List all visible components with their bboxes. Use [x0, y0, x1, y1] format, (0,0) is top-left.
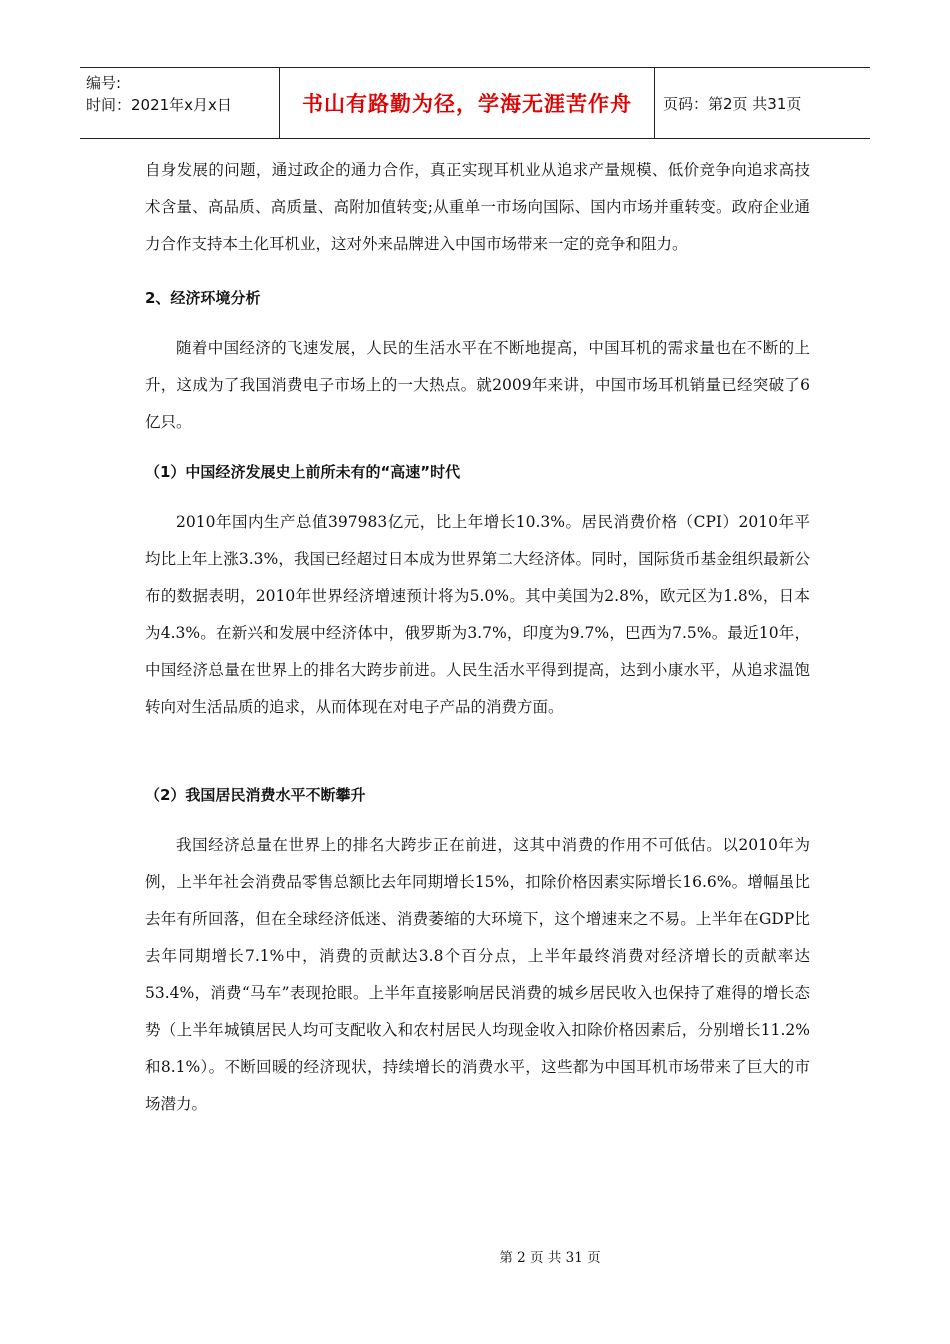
paragraph-economic-overview: 随着中国经济的飞速发展，人民的生活水平在不断地提高，中国耳机的需求量也在不断的上升，这成为了我国消费电子市场上的一大热点。就2009年来讲，中国市场耳机销量已经突破了6亿只。 — [145, 339, 810, 431]
document-time-label: 时间：2021年x月x日 — [86, 96, 232, 114]
section-title-economic-environment: 2、经济环境分析 — [145, 289, 261, 307]
header-motto: 书山有路勤为径，学海无涯苦作舟 — [280, 68, 655, 138]
page-footer — [0, 1246, 950, 1266]
footer-page-number: 第 2 页 共 31 页 — [499, 1250, 601, 1266]
document-body — [145, 152, 810, 1123]
subsection-title-consumption-level: （2）我国居民消费水平不断攀升 — [145, 786, 366, 804]
document-number-label: 编号: — [86, 74, 122, 92]
paragraph-consumption-level: 我国经济总量在世界上的排名大跨步正在前进，这其中消费的作用不可低估。以2010年为例，上半年社会消费品零售总额比去年同期增长15%，扣除价格因素实际增长16.6%。增幅虽比去年有所回落，但在全球经济低迷、消费萎缩的大环境下，这个增速来之不易。上半年在GDP比去年同期增长7.1%中，消费的贡献达3.8个百分点，上半年最终消费对经济增长的贡献率达53.4%，消费“马车”表现抢眼。上半年直接影响居民消费的城乡居民收入也保持了难得的增长态势（上半年城镇居民人均可支配收入和农村居民人均现金收入扣除价格因素后，分别增长11.2%和8.1%）。不断回暖的经济现状，持续增长的消费水平，这些都为中国耳机市场带来了巨大的市场潜力。 — [145, 836, 810, 1113]
header-page-code: 页码：第2页 共31页 — [663, 94, 802, 113]
header-left-cell — [80, 68, 280, 138]
paragraph-high-speed-era: 2010年国内生产总值397983亿元，比上年增长10.3%。居民消费价格（CPI）2010年平均比上年上涨3.3%，我国已经超过日本成为世界第二大经济体。同时，国际货币基金组织最新公布的数据表明，2010年世界经济增速预计将为5.0%。其中美国为2.8%，欧元区为1.8%，日本为4.3%。在新兴和发展中经济体中，俄罗斯为3.7%，印度为9.7%，巴西为7.5%。最近10年，中国经济总量在世界上的排名大跨步前进。人民生活水平得到提高，达到小康水平，从追求温饱转向对生活品质的追求，从而体现在对电子产品的消费方面。 — [145, 513, 810, 716]
page-header — [80, 67, 870, 139]
paragraph-intro: 自身发展的问题，通过政企的通力合作，真正实现耳机业从追求产量规模、低价竞争向追求高技术含量、高品质、高质量、高附加值转变;从重单一市场向国际、国内市场并重转变。政府企业通力合作支持本土化耳机业，这对外来品牌进入中国市场带来一定的竞争和阻力。 — [145, 161, 810, 253]
subsection-title-high-speed-era: （1）中国经济发展史上前所未有的“高速”时代 — [145, 463, 461, 481]
